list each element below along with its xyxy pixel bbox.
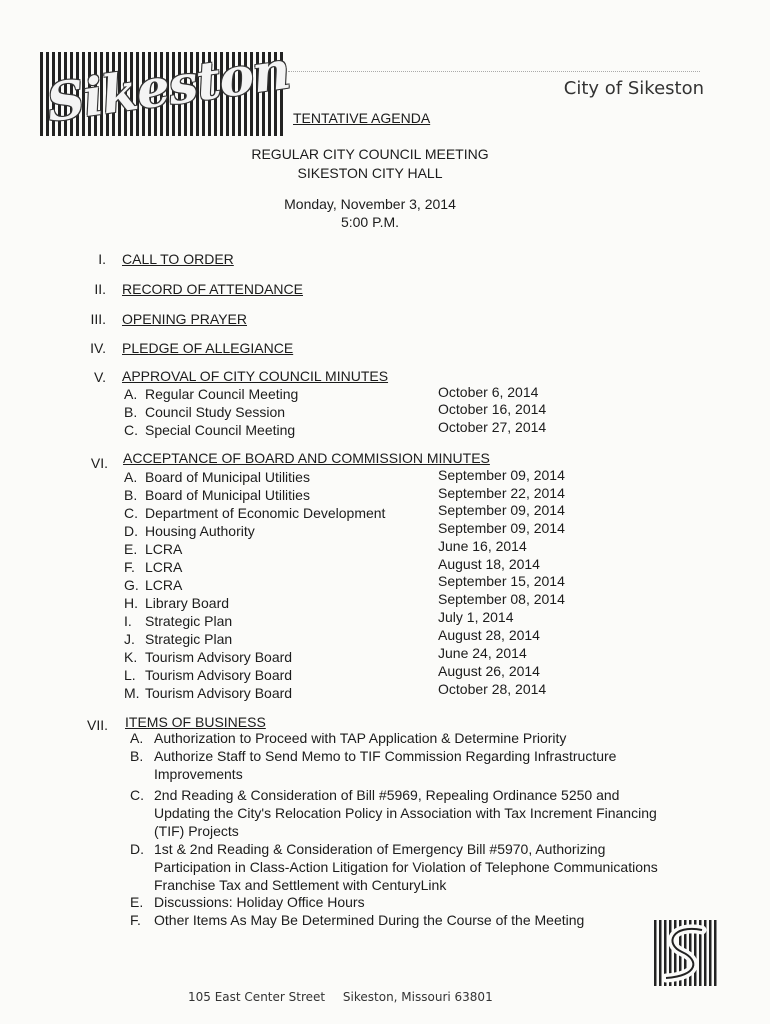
minutes-date: August 18, 2014	[438, 556, 540, 572]
list-item: E. Discussions: Holiday Office Hours	[130, 894, 365, 910]
minutes-date: September 09, 2014	[438, 467, 565, 483]
section-title: CALL TO ORDER	[122, 251, 234, 267]
sikeston-logo	[38, 39, 294, 138]
minutes-date: September 09, 2014	[438, 502, 565, 518]
section-title: APPROVAL OF CITY COUNCIL MINUTES	[122, 368, 389, 384]
minutes-date: August 28, 2014	[438, 627, 540, 643]
minutes-date: October 16, 2014	[438, 401, 547, 417]
section-number: II.	[94, 281, 106, 297]
section-number: IV.	[90, 340, 106, 356]
section-title: OPENING PRAYER	[122, 311, 247, 327]
section-title: PLEDGE OF ALLEGIANCE	[122, 340, 294, 356]
section-number: VII.	[86, 717, 108, 733]
logo-wordmark: Sikeston	[42, 39, 294, 135]
section-number: I.	[98, 251, 106, 267]
header-divider	[288, 71, 700, 72]
minutes-date: June 24, 2014	[438, 645, 527, 661]
minutes-date: September 09, 2014	[438, 520, 565, 536]
meeting-title: REGULAR CITY COUNCIL MEETING	[251, 146, 489, 162]
minutes-date: August 26, 2014	[438, 663, 540, 679]
footer-city: Sikeston, Missouri 63801	[342, 990, 493, 1004]
footer-address	[188, 990, 507, 1004]
list-item: D. 1st & 2nd Reading & Consideration of Emergency Bill #5970, Authorizing Participation in Class-Action Litigation for Violation of Telephone Communications Franchise Tax and Settlement with CenturyLink	[130, 841, 658, 893]
meeting-venue: SIKESTON CITY HALL	[297, 165, 443, 181]
section-title: ACCEPTANCE OF BOARD AND COMMISSION MINUTES	[123, 450, 490, 466]
tentative-agenda-title: TENTATIVE AGENDA	[293, 110, 431, 126]
list-item: C. 2nd Reading & Consideration of Bill #5969, Repealing Ordinance 5250 and Updating the City's Relocation Policy in Association with Tax Increment Financing (TIF) Projects	[130, 787, 657, 839]
footer-street: 105 East Center Street	[188, 990, 326, 1004]
list-item: F. Other Items As May Be Determined During the Course of the Meeting	[130, 912, 585, 928]
section-number: III.	[90, 311, 106, 327]
meeting-time: 5:00 P.M.	[340, 214, 400, 230]
minutes-date: October 6, 2014	[438, 384, 539, 400]
section-title: ITEMS OF BUSINESS	[125, 714, 266, 730]
section-title: RECORD OF ATTENDANCE	[122, 281, 303, 297]
minutes-date: June 16, 2014	[438, 538, 527, 554]
meeting-date: Monday, November 3, 2014	[284, 196, 456, 212]
list-item: A. Authorization to Proceed with TAP Application & Determine Priority	[130, 730, 567, 746]
minutes-date: September 08, 2014	[438, 591, 565, 607]
list-item: B. Authorize Staff to Send Memo to TIF Commission Regarding Infrastructure Improvements	[130, 748, 617, 782]
minutes-date: October 28, 2014	[438, 681, 547, 697]
section-number: V.	[94, 369, 106, 385]
city-name: City of Sikeston	[563, 78, 704, 99]
footer-logo-mark	[652, 918, 718, 988]
minutes-date: July 1, 2014	[438, 609, 514, 625]
minutes-date: September 22, 2014	[438, 485, 565, 501]
minutes-date: October 27, 2014	[438, 419, 547, 435]
section-number: VI.	[90, 455, 108, 471]
minutes-date: September 15, 2014	[438, 573, 565, 589]
